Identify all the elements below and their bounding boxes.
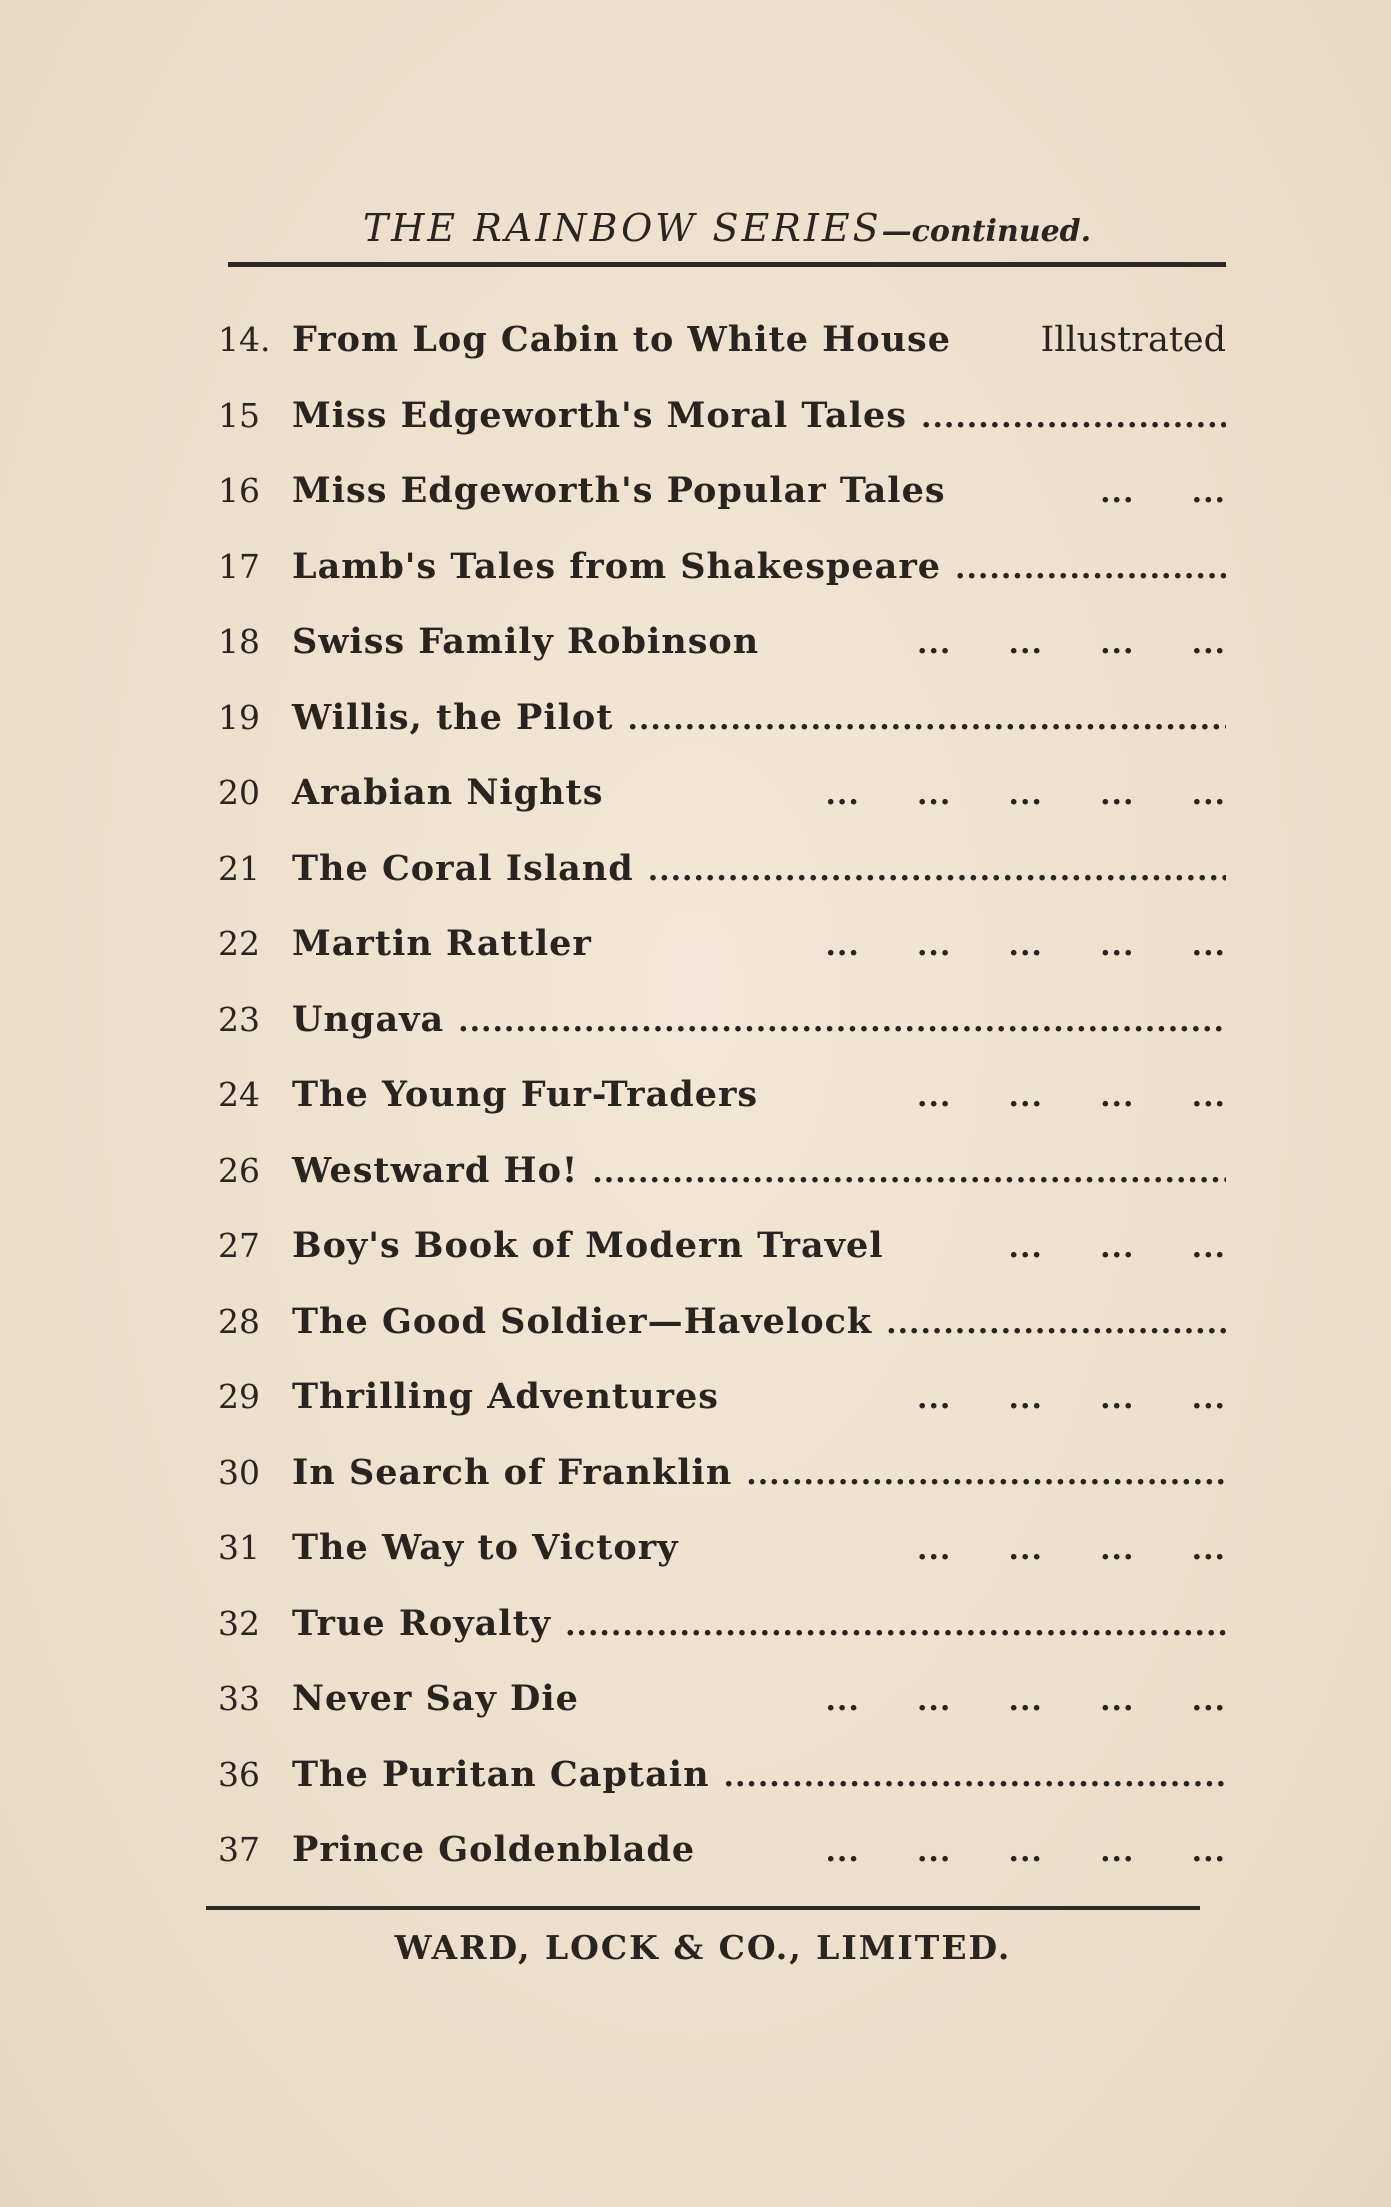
publisher-imprint: WARD, LOCK & CO., LIMITED. [394, 1928, 1012, 1967]
series-header [228, 196, 1226, 260]
item-title: From Log Cabin to White House [292, 319, 951, 360]
spaced-leader: ... ... ... ... [917, 1079, 1226, 1114]
item-title: Swiss Family Robinson [292, 621, 760, 662]
item-number: 36 [218, 1754, 260, 1794]
item-title: Martin Rattler [292, 923, 592, 964]
item-number: 30 [218, 1452, 260, 1492]
item-number: 22 [218, 924, 260, 963]
item-number: 24 [218, 1075, 260, 1114]
list-item [206, 1737, 1226, 1813]
item-title: Boy's Book of Modern Travel [292, 1225, 884, 1266]
list-item [206, 680, 1226, 756]
item-number: 17 [218, 546, 260, 586]
spaced-leader: ... ... ... ... [917, 1381, 1226, 1416]
list-item [206, 982, 1226, 1058]
item-number: 23 [218, 999, 260, 1039]
item-number: 33 [218, 1679, 260, 1718]
item-title: The Puritan Captain [292, 1753, 710, 1795]
list-item [206, 529, 1226, 605]
spaced-leader: ... ... ... [1008, 1230, 1226, 1265]
dot-leader [648, 833, 1226, 909]
item-number: 28 [218, 1301, 260, 1341]
list-item [206, 1435, 1226, 1511]
dot-leader [592, 1135, 1226, 1211]
item-title: The Good Soldier—Havelock [292, 1300, 873, 1342]
item-number: 26 [218, 1150, 260, 1190]
list-item [206, 453, 1226, 529]
item-title: True Royalty [292, 1602, 552, 1644]
list-item [206, 1359, 1226, 1435]
item-number: 16 [218, 471, 260, 510]
item-title: Never Say Die [292, 1678, 579, 1719]
item-title: In Search of Franklin [292, 1451, 733, 1493]
item-title: The Coral Island [292, 847, 634, 889]
item-number: 29 [218, 1377, 260, 1416]
title-list [206, 302, 1226, 1888]
item-note: Illustrated [1040, 320, 1226, 360]
dot-leader [627, 682, 1226, 758]
list-item [206, 831, 1226, 907]
item-title: Thrilling Adventures [292, 1376, 719, 1417]
spaced-leader: ... ... ... ... ... [825, 777, 1226, 812]
dot-leader [724, 1739, 1226, 1815]
item-title: Prince Goldenblade [292, 1829, 696, 1870]
item-title: Arabian Nights [292, 772, 604, 813]
spaced-leader: ... ... ... ... ... [825, 1834, 1226, 1869]
item-title: Miss Edgeworth's Moral Tales [292, 394, 907, 436]
item-number: 27 [218, 1226, 260, 1265]
dot-leader [886, 1286, 1226, 1362]
item-title: The Way to Victory [292, 1527, 679, 1568]
header-rule [228, 262, 1226, 267]
spaced-leader: ... ... ... ... [917, 626, 1226, 661]
list-item [206, 1586, 1226, 1662]
dot-leader [921, 380, 1226, 456]
item-title: Willis, the Pilot [292, 696, 614, 738]
item-number: 32 [218, 1603, 260, 1643]
item-title: The Young Fur-Traders [292, 1074, 759, 1115]
item-number: 21 [218, 848, 260, 888]
item-number: 37 [218, 1830, 260, 1869]
item-title: Westward Ho! [292, 1149, 579, 1191]
item-number: 14. [218, 320, 271, 359]
item-number: 18 [218, 622, 260, 661]
item-number: 19 [218, 697, 260, 737]
spaced-leader: ... ... ... ... ... [825, 1683, 1226, 1718]
list-item [206, 302, 1226, 378]
list-item [206, 1057, 1226, 1133]
list-item [206, 1284, 1226, 1360]
dot-leader [955, 531, 1226, 607]
item-title: Miss Edgeworth's Popular Tales [292, 470, 946, 511]
spaced-leader: ... ... ... ... ... [825, 928, 1226, 963]
list-item [206, 1510, 1226, 1586]
item-title: Lamb's Tales from Shakespeare [292, 545, 942, 587]
dot-leader [746, 1437, 1226, 1513]
dot-leader [565, 1588, 1226, 1664]
list-item [206, 604, 1226, 680]
dot-leader [458, 984, 1226, 1060]
spaced-leader: ... ... ... ... [917, 1532, 1226, 1567]
series-continued-label: —continued. [881, 214, 1092, 249]
item-number: 31 [218, 1528, 260, 1567]
footer-rule [206, 1906, 1200, 1910]
list-item [206, 378, 1226, 454]
list-item [206, 1812, 1226, 1888]
list-item [206, 755, 1226, 831]
item-title: Ungava [292, 998, 445, 1040]
spaced-leader: ... ... [1100, 475, 1226, 510]
list-item [206, 1133, 1226, 1209]
item-number: 20 [218, 773, 260, 812]
item-number: 15 [218, 395, 260, 435]
list-item [206, 1208, 1226, 1284]
list-item [206, 906, 1226, 982]
list-item [206, 1661, 1226, 1737]
series-title: THE RAINBOW SERIES [362, 206, 882, 250]
